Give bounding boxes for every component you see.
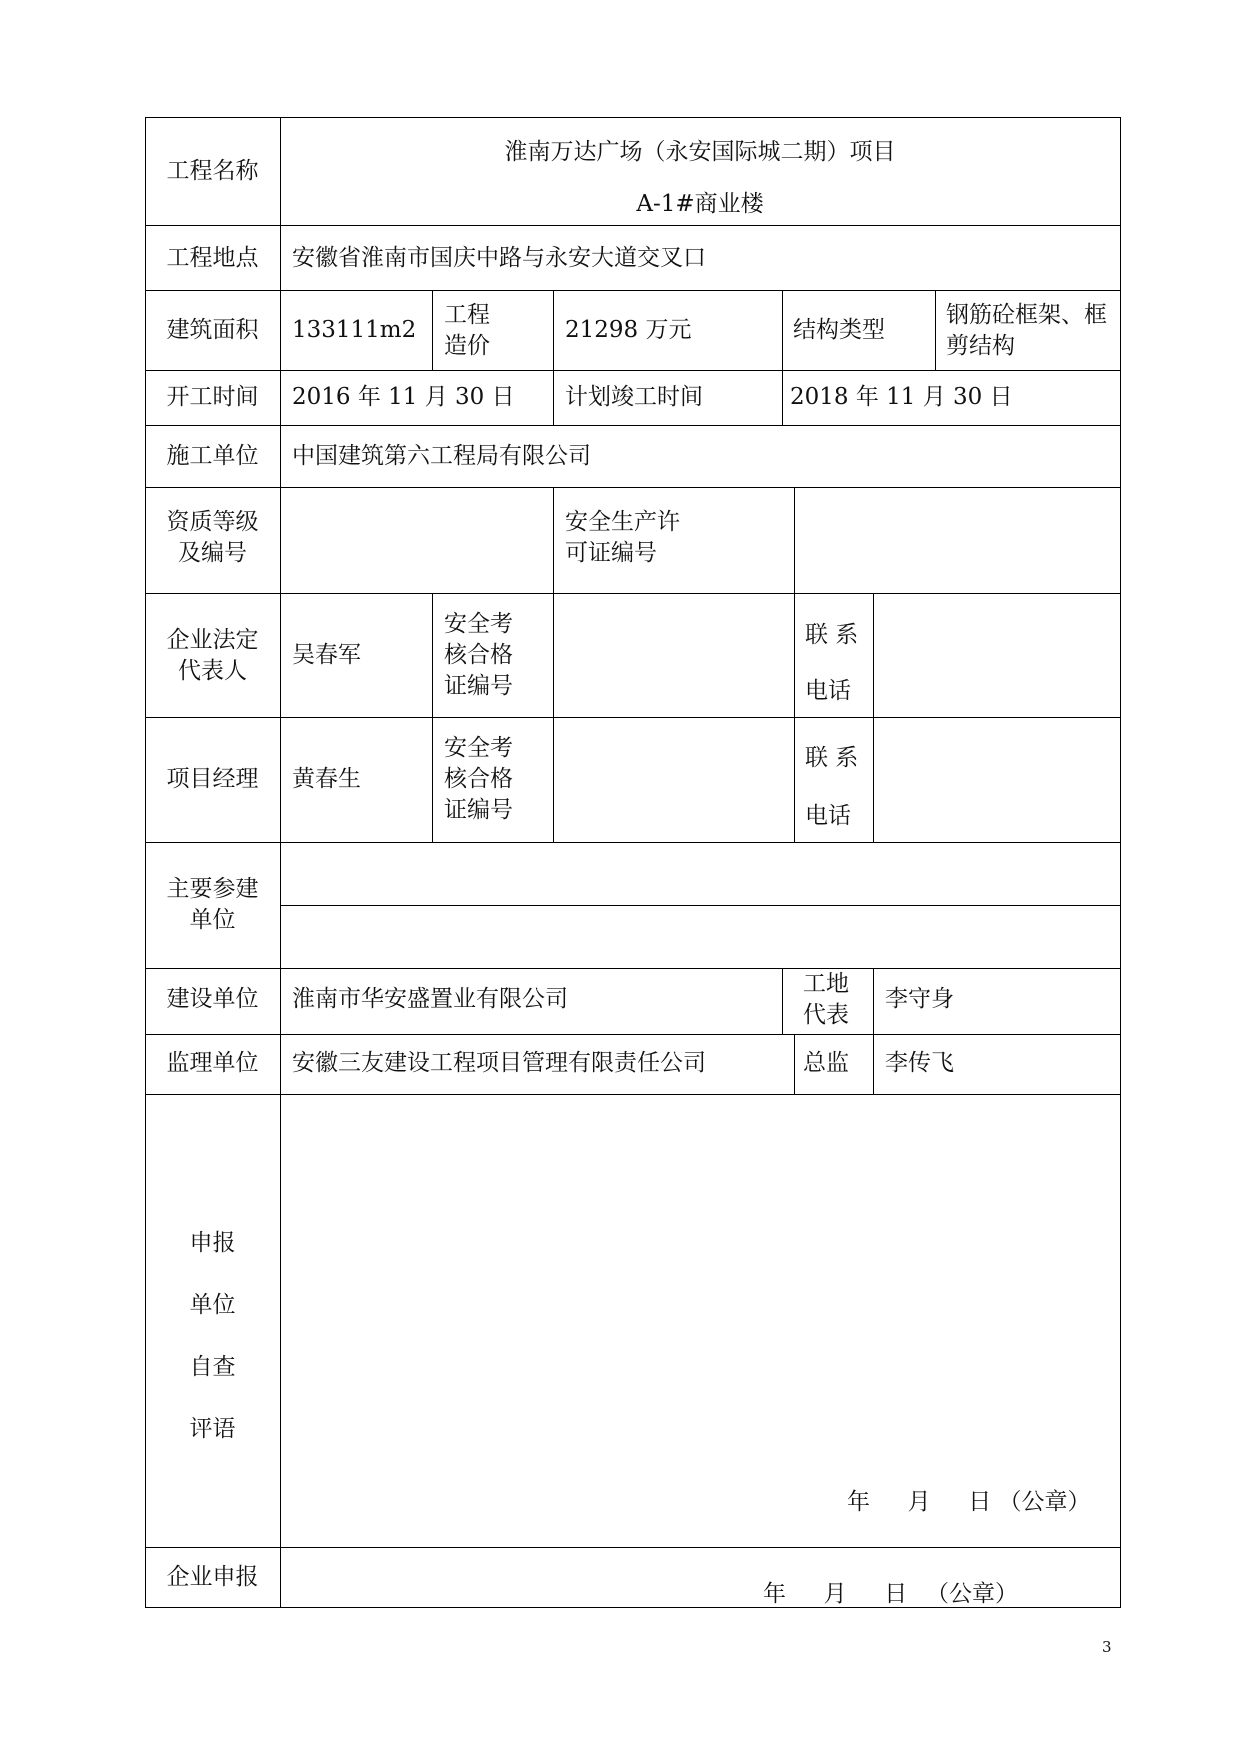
row-line [145, 117, 1120, 118]
supervisor-value: 安徽三友建设工程项目管理有限责任公司 [292, 1050, 706, 1076]
legal-rep-label-line1: 企业法定 [166, 627, 259, 653]
site-rep-label-line2: 代表 [803, 1002, 849, 1028]
column-line [782, 290, 783, 425]
contractor-label: 施工单位 [166, 443, 259, 469]
structure-label: 结构类型 [793, 317, 885, 343]
chief-supervisor-label: 总监 [803, 1050, 849, 1076]
qualification-label-line2: 及编号 [178, 540, 247, 566]
planned-completion-label: 计划竣工时间 [565, 384, 703, 410]
row-line [145, 425, 1120, 426]
location-value: 安徽省淮南市国庆中路与永安大道交叉口 [292, 245, 706, 271]
legal-rep-cert-label-line2: 核合格 [444, 642, 513, 668]
column-line [873, 968, 874, 1094]
area-label: 建筑面积 [166, 317, 259, 343]
column-line [782, 968, 783, 1034]
self-check-label-2: 单位 [189, 1292, 236, 1318]
row-line [145, 1034, 1120, 1035]
chief-supervisor-value: 李传飞 [885, 1050, 954, 1076]
start-value: 2016 年 11 月 30 日 [292, 384, 515, 410]
site-rep-value: 李守身 [885, 986, 954, 1012]
site-rep-label-line1: 工地 [803, 971, 849, 997]
legal-rep-value: 吴春军 [292, 642, 361, 668]
row-line [145, 968, 1120, 969]
pm-contact-label-line2: 电话 [805, 803, 851, 829]
participants-label-line1: 主要参建 [166, 876, 259, 902]
column-line [1120, 117, 1121, 1608]
enterprise-label: 企业申报 [166, 1564, 259, 1590]
row-line [280, 905, 1120, 906]
row-line [145, 717, 1120, 718]
project-name-label: 工程名称 [166, 158, 259, 184]
project-name-value-line1: 淮南万达广场（永安国际城二期）项目 [504, 139, 896, 165]
row-line [145, 487, 1120, 488]
column-line [794, 487, 795, 593]
owner-value: 淮南市华安盛置业有限公司 [292, 986, 568, 1012]
contractor-value: 中国建筑第六工程局有限公司 [292, 443, 591, 469]
column-line [553, 290, 554, 425]
safety-permit-label-line1: 安全生产许 [565, 509, 680, 535]
self-check-label-3: 自查 [189, 1354, 236, 1380]
safety-permit-label-line2: 可证编号 [565, 540, 657, 566]
start-label: 开工时间 [166, 384, 259, 410]
location-label: 工程地点 [166, 245, 259, 271]
page-number: 3 [1102, 1638, 1112, 1656]
column-line [432, 290, 433, 370]
self-check-label-4: 评语 [189, 1416, 236, 1442]
legal-rep-contact-label-line2: 电话 [805, 678, 851, 704]
row-line [145, 1547, 1120, 1548]
column-line [873, 593, 874, 842]
self-check-label-1: 申报 [189, 1230, 236, 1256]
legal-rep-contact-label-line1: 联 系 [805, 622, 859, 648]
participants-label-line2: 单位 [189, 907, 236, 933]
self-check-date-seal: 年 月 日 （公章） [847, 1489, 1091, 1515]
legal-rep-label-line2: 代表人 [178, 658, 247, 684]
area-value: 133111m2 [292, 317, 417, 343]
pm-contact-label-line1: 联 系 [805, 745, 859, 771]
pm-label: 项目经理 [166, 766, 259, 792]
column-line [432, 593, 433, 842]
pm-cert-label-line1: 安全考 [444, 735, 513, 761]
legal-rep-cert-label-line1: 安全考 [444, 611, 513, 637]
pm-cert-label-line3: 证编号 [444, 797, 513, 823]
column-line [280, 117, 281, 1608]
row-line [145, 225, 1120, 226]
structure-value-line2: 剪结构 [946, 333, 1015, 359]
qualification-label-line1: 资质等级 [166, 509, 259, 535]
column-line [553, 593, 554, 842]
project-name-value-line2: A-1#商业楼 [636, 191, 764, 217]
legal-rep-cert-label-line3: 证编号 [444, 673, 513, 699]
row-line [145, 842, 1120, 843]
pm-cert-label-line2: 核合格 [444, 766, 513, 792]
owner-label: 建设单位 [166, 986, 259, 1012]
row-line [145, 1094, 1120, 1095]
column-line [794, 1034, 795, 1094]
cost-label-line2: 造价 [444, 333, 490, 359]
enterprise-date-seal: 年 月 日 （公章） [763, 1581, 1019, 1607]
column-line [935, 290, 936, 370]
column-line [553, 487, 554, 593]
cost-label-line1: 工程 [444, 302, 490, 328]
row-line [145, 290, 1120, 291]
pm-value: 黄春生 [292, 766, 361, 792]
cost-value: 21298 万元 [565, 317, 692, 343]
row-line [145, 370, 1120, 371]
application-form-table [145, 117, 1120, 1607]
row-line [145, 593, 1120, 594]
supervisor-label: 监理单位 [166, 1050, 259, 1076]
structure-value-line1: 钢筋砼框架、框 [946, 302, 1107, 328]
planned-completion-value: 2018 年 11 月 30 日 [790, 384, 1013, 410]
column-line [794, 593, 795, 842]
